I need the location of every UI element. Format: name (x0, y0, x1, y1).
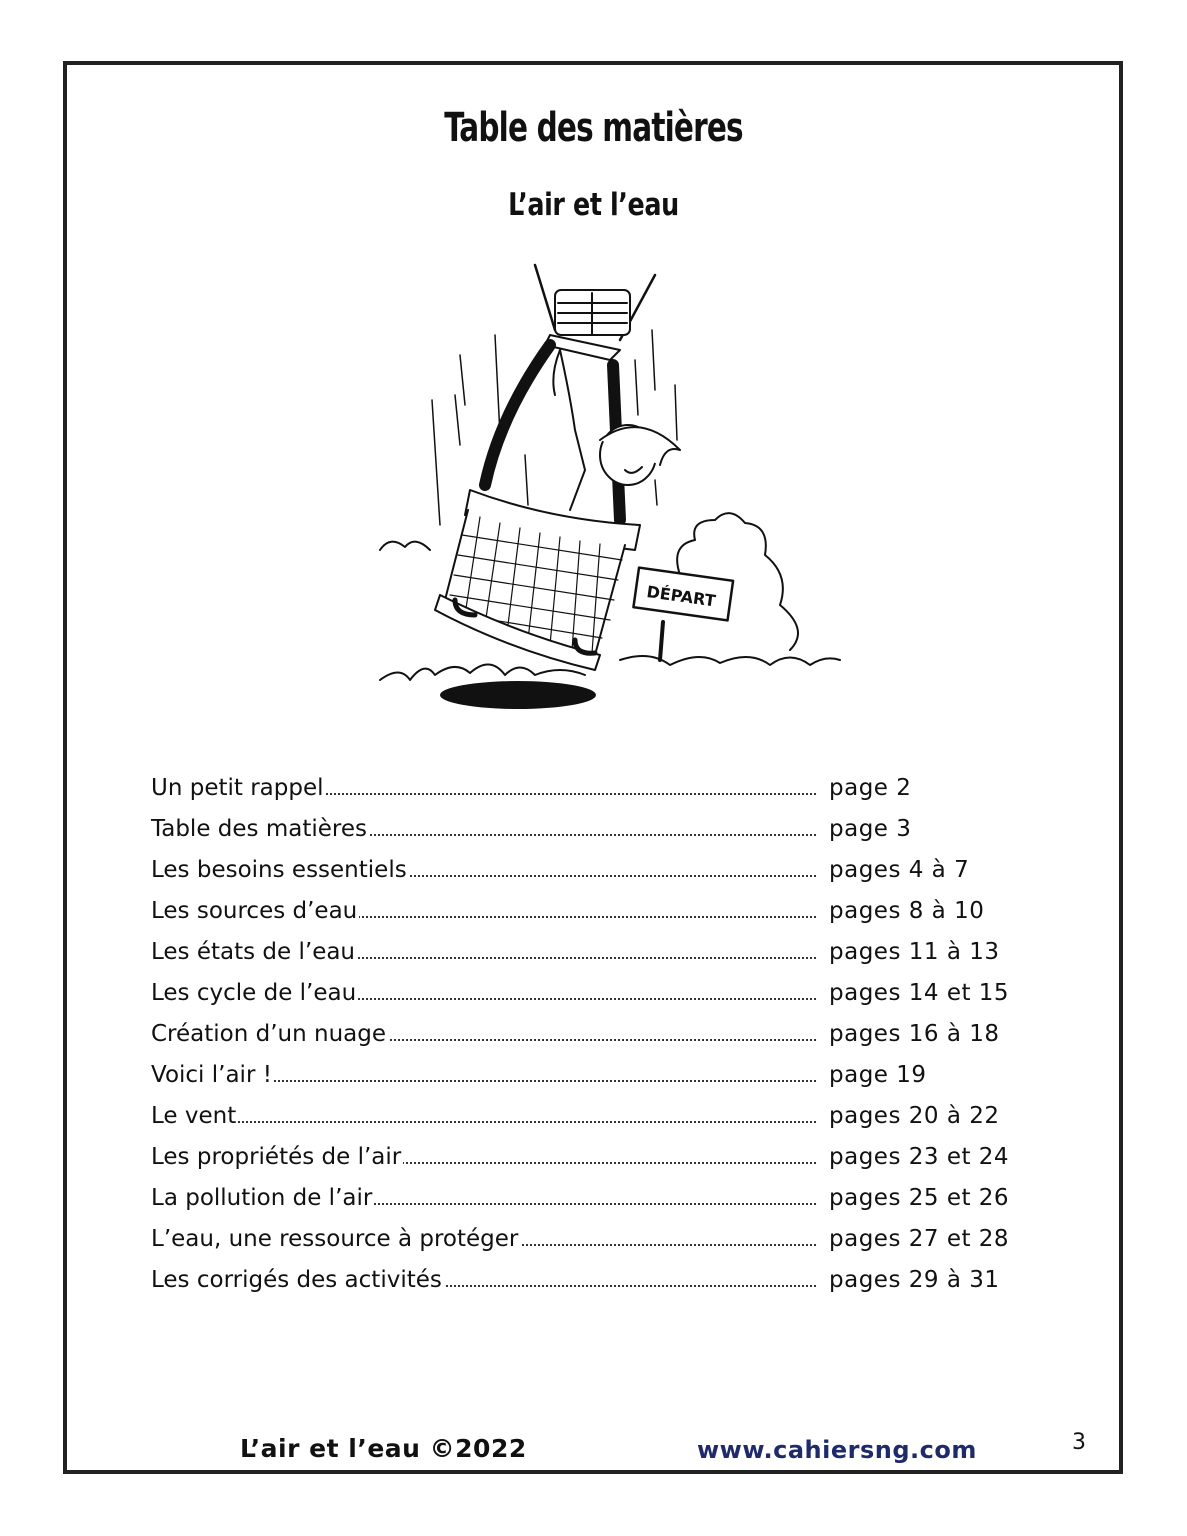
toc-page: page 3 (829, 816, 912, 842)
toc-row[interactable] (151, 803, 1031, 844)
toc-page: page 19 (829, 1062, 927, 1088)
balloon-illustration (370, 255, 850, 715)
toc-label: Les corrigés des activités (151, 1267, 442, 1293)
toc-label: L’eau, une ressource à protéger (151, 1226, 519, 1252)
toc-page: pages 16 à 18 (829, 1021, 1000, 1047)
toc-page: pages 25 et 26 (829, 1185, 1010, 1211)
table-of-contents (151, 762, 1031, 1295)
toc-row[interactable] (151, 1213, 1031, 1254)
toc-row[interactable] (151, 967, 1031, 1008)
sign-text: DÉPART (645, 581, 717, 611)
toc-row[interactable] (151, 1131, 1031, 1172)
toc-label: Le vent (151, 1103, 237, 1129)
page-number: 3 (1072, 1430, 1086, 1455)
toc-row[interactable] (151, 1254, 1031, 1295)
toc-row[interactable] (151, 926, 1031, 967)
toc-label: La pollution de l’air (151, 1185, 373, 1211)
toc-label: Les sources d’eau (151, 898, 358, 924)
toc-page: pages 27 et 28 (829, 1226, 1010, 1252)
toc-label: Les propriétés de l’air (151, 1144, 402, 1170)
toc-row[interactable] (151, 844, 1031, 885)
footer-website-link[interactable]: www.cahiersng.com (697, 1436, 977, 1464)
toc-page: pages 14 et 15 (829, 980, 1010, 1006)
toc-row[interactable] (151, 762, 1031, 803)
toc-row[interactable] (151, 885, 1031, 926)
toc-row[interactable] (151, 1008, 1031, 1049)
toc-row[interactable] (151, 1090, 1031, 1131)
toc-page: pages 8 à 10 (829, 898, 985, 924)
page-title: Table des matières (444, 105, 743, 151)
toc-label: Un petit rappel (151, 775, 324, 801)
toc-row[interactable] (151, 1172, 1031, 1213)
toc-label: Création d’un nuage (151, 1021, 386, 1047)
toc-page: pages 20 à 22 (829, 1103, 1000, 1129)
toc-page: pages 23 et 24 (829, 1144, 1010, 1170)
toc-label: Table des matières (151, 816, 367, 842)
toc-row[interactable] (151, 1049, 1031, 1090)
toc-page: pages 4 à 7 (829, 857, 970, 883)
toc-page: pages 11 à 13 (829, 939, 1000, 965)
toc-label: Les cycle de l’eau (151, 980, 357, 1006)
toc-label: Les états de l’eau (151, 939, 356, 965)
toc-page: page 2 (829, 775, 912, 801)
footer-copyright: L’air et l’eau ©2022 (240, 1434, 527, 1463)
toc-label: Voici l’air ! (151, 1062, 272, 1088)
toc-page: pages 29 à 31 (829, 1267, 1000, 1293)
toc-label: Les besoins essentiels (151, 857, 407, 883)
page-subtitle: L’air et l’eau (508, 187, 679, 223)
